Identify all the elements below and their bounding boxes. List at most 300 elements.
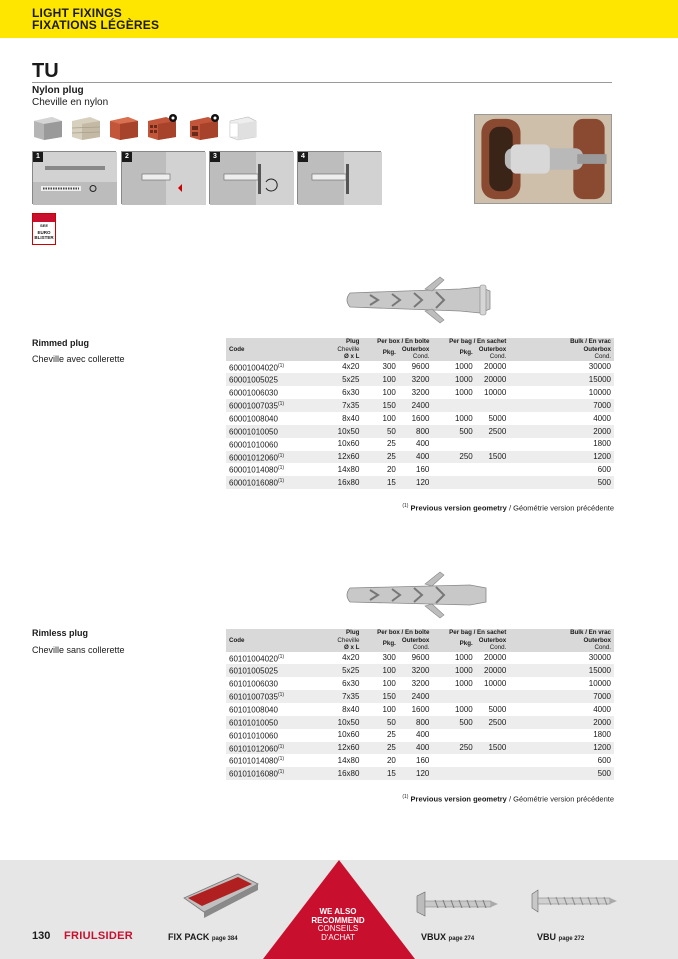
- cell-box-pkg: [362, 386, 398, 399]
- footnote-mark: (1): [402, 794, 409, 800]
- cell-bag-pkg: [432, 716, 475, 729]
- cell-bag-pkg-value: 500: [459, 717, 473, 727]
- cell-box-pkg: [362, 451, 398, 464]
- cell-code-note: (1): [277, 756, 285, 763]
- cell-bag-pkg-value: 250: [459, 452, 473, 462]
- install-step-drill: [32, 151, 116, 204]
- ref-vbux[interactable]: [421, 932, 474, 942]
- cell-bulk-value: 15000: [588, 666, 611, 676]
- cell-size: [303, 716, 362, 729]
- cell-size: [303, 386, 362, 399]
- table-row: [226, 373, 614, 386]
- brand-logo: FRIULSIDER: [64, 930, 133, 942]
- cell-size: [303, 767, 362, 780]
- cell-size: [303, 438, 362, 451]
- cell-box-outer: [399, 664, 433, 677]
- col-per-bag: Per bag / En sachet: [449, 338, 507, 345]
- cell-bag-pkg-value: 1000: [454, 362, 473, 372]
- cell-box-outer: [399, 767, 433, 780]
- cell-code: [226, 425, 303, 438]
- cell-box-pkg-value: 300: [382, 362, 396, 372]
- cell-bag-pkg: [432, 425, 475, 438]
- cell-bag-pkg: [432, 386, 475, 399]
- cell-code-value: 60101016080: [229, 769, 278, 779]
- stone-icon: [70, 113, 102, 141]
- cell-box-outer: [399, 361, 433, 374]
- cell-box-pkg: [362, 716, 398, 729]
- cell-box-outer: [399, 754, 433, 767]
- cell-size: [303, 463, 362, 476]
- install-step-insert: [121, 151, 205, 204]
- cell-bag-pkg-value: 1000: [454, 653, 473, 663]
- cell-box-pkg-value: 15: [386, 769, 396, 779]
- cell-code-note: (1): [277, 362, 285, 369]
- footnote-fr: / Géométrie version précédente: [508, 794, 614, 804]
- cell-code-value: 60101007035: [229, 692, 278, 702]
- cell-box-outer-value: 2400: [411, 400, 430, 410]
- cell-code-note: (1): [277, 769, 285, 776]
- cell-code-value: 60101008040: [229, 705, 278, 715]
- cell-box-pkg: [362, 652, 398, 665]
- cell-bulk: [509, 438, 614, 451]
- cell-bag-outer: [476, 476, 510, 489]
- cell-bag-pkg: [432, 652, 475, 665]
- table-row: [226, 476, 614, 489]
- cell-bulk-value: 30000: [588, 362, 611, 372]
- recommend-line4: D'ACHAT: [321, 932, 355, 942]
- cell-size-value: 4x20: [342, 362, 360, 372]
- cell-code-value: 60001004020: [229, 363, 278, 373]
- cell-bag-outer: [476, 373, 510, 386]
- cell-bag-outer-value: 2500: [488, 426, 507, 436]
- cell-bulk-value: 1800: [593, 439, 611, 449]
- table-header-row: [226, 629, 614, 637]
- recommend-line2: RECOMMEND: [311, 915, 365, 925]
- cell-bulk: [509, 767, 614, 780]
- cell-bag-outer-value: 5000: [488, 413, 507, 423]
- cell-bag-outer: [476, 716, 510, 729]
- table-row: [226, 386, 614, 399]
- cell-code: [226, 754, 303, 767]
- col-box-outer: Outerbox: [401, 636, 430, 644]
- cell-size-value: 5x25: [342, 375, 360, 385]
- col-plug-dim: Ø x L: [343, 644, 360, 651]
- section-title-fr: FIXATIONS LÉGÈRES: [32, 18, 160, 32]
- section-header: [0, 0, 678, 38]
- cell-bulk: [509, 386, 614, 399]
- cell-code: [226, 438, 303, 451]
- ref-name: FIX PACK: [168, 932, 210, 942]
- cell-box-outer-value: 3200: [411, 666, 430, 676]
- cell-bulk: [509, 690, 614, 703]
- cell-size-value: 7x35: [342, 691, 360, 701]
- cell-code-value: 60101010050: [229, 718, 278, 728]
- cell-bag-pkg-value: 1000: [454, 375, 473, 385]
- cell-bag-outer-value: 20000: [484, 362, 507, 372]
- cell-box-outer: [399, 742, 433, 755]
- table-header-row: [226, 338, 614, 346]
- cell-bag-pkg-value: 1000: [454, 679, 473, 689]
- col-bag-cond: Cond.: [489, 353, 507, 360]
- cell-size: [303, 399, 362, 412]
- cell-bag-pkg-value: 1000: [454, 388, 473, 398]
- cell-bulk: [509, 476, 614, 489]
- col-bulk: Bulk / En vrac: [570, 338, 611, 345]
- cell-code: [226, 463, 303, 476]
- cell-bulk-value: 1200: [593, 743, 611, 753]
- cell-size-value: 6x30: [342, 679, 360, 689]
- cell-bag-pkg-value: 500: [459, 426, 473, 436]
- cell-code: [226, 677, 303, 690]
- cell-bag-outer-value: 2500: [488, 717, 507, 727]
- cell-bulk-value: 10000: [588, 679, 611, 689]
- cell-box-pkg: [362, 373, 398, 386]
- cell-code: [226, 664, 303, 677]
- step-number: 2: [122, 152, 132, 162]
- cell-bulk: [509, 425, 614, 438]
- cell-box-outer: [399, 677, 433, 690]
- cell-box-pkg-value: 100: [382, 704, 396, 714]
- cell-code-value: 60101004020: [229, 654, 278, 664]
- cell-box-outer-value: 160: [416, 756, 430, 766]
- cell-bag-pkg-value: 1000: [454, 413, 473, 423]
- col-code: Code: [229, 345, 245, 353]
- cell-size: [303, 476, 362, 489]
- cell-box-pkg-value: 150: [382, 400, 396, 410]
- table-row: [226, 425, 614, 438]
- cell-box-pkg-value: 50: [386, 426, 396, 436]
- rimmed-plug-image: [340, 275, 500, 325]
- cell-code-note: (1): [277, 452, 285, 459]
- concrete-icon: [32, 113, 64, 141]
- table-row: [226, 742, 614, 755]
- cell-code-value: 60001010060: [229, 440, 278, 450]
- cell-bag-pkg: [432, 476, 475, 489]
- cell-bulk-value: 1200: [593, 452, 611, 462]
- cell-bulk-value: 500: [597, 478, 611, 488]
- cell-box-pkg-value: 25: [386, 743, 396, 753]
- col-box-pkg: Pkg.: [382, 349, 396, 357]
- cell-code: [226, 361, 303, 374]
- cell-bulk: [509, 742, 614, 755]
- cell-box-outer: [399, 652, 433, 665]
- footnote-fr: / Géométrie version précédente: [508, 503, 614, 513]
- col-per-bag: Per bag / En sachet: [449, 629, 507, 636]
- rimmed-plug-subtitle: Cheville avec collerette: [32, 354, 125, 364]
- cell-box-pkg-value: 25: [386, 730, 396, 740]
- cell-size: [303, 373, 362, 386]
- cell-bulk: [509, 703, 614, 716]
- cell-bag-pkg: [432, 690, 475, 703]
- cell-code: [226, 412, 303, 425]
- badge-line-blister: BLISTER: [34, 235, 54, 240]
- solid-brick-icon: [108, 113, 140, 141]
- cell-bulk: [509, 399, 614, 412]
- badge-line-euro: EURO: [37, 230, 51, 235]
- col-plug-fr: Cheville: [337, 345, 360, 353]
- col-bulk-outer: Outerbox: [583, 636, 611, 644]
- cell-box-pkg-value: 100: [382, 666, 396, 676]
- cell-size: [303, 677, 362, 690]
- cell-bag-outer: [476, 664, 510, 677]
- cell-box-pkg-value: 15: [386, 478, 396, 488]
- cell-bag-outer: [476, 463, 510, 476]
- cell-bag-outer-value: 5000: [488, 704, 507, 714]
- col-per-box: Per box / En boîte: [377, 338, 430, 345]
- col-bag-outer: Outerbox: [478, 636, 507, 644]
- cell-box-outer-value: 3200: [411, 388, 430, 398]
- cell-bag-pkg: [432, 729, 475, 742]
- footnote-en: Previous version geometry: [410, 503, 507, 513]
- cell-bag-pkg: [432, 703, 475, 716]
- cell-box-pkg: [362, 664, 398, 677]
- cell-box-outer-value: 400: [416, 743, 430, 753]
- step-number: 3: [210, 152, 220, 162]
- page-footer: [0, 860, 678, 959]
- recommend-line1: WE ALSO: [319, 907, 357, 916]
- cell-size: [303, 361, 362, 374]
- cell-size: [303, 690, 362, 703]
- cell-size-value: 10x50: [337, 717, 360, 727]
- euro-blister-badge: [32, 213, 56, 245]
- vbux-screw-image: [415, 888, 499, 922]
- cell-code: [226, 652, 303, 665]
- cell-code-note: (1): [277, 478, 285, 485]
- cell-code-value: 60001016080: [229, 478, 278, 488]
- cell-bulk-value: 15000: [588, 375, 611, 385]
- cell-box-outer: [399, 425, 433, 438]
- cell-box-outer-value: 3200: [411, 375, 430, 385]
- install-step-position: [209, 151, 293, 204]
- cell-bag-outer: [476, 438, 510, 451]
- cell-size-value: 5x25: [342, 666, 360, 676]
- footnote-en: Previous version geometry: [410, 794, 507, 804]
- cell-box-pkg: [362, 729, 398, 742]
- cell-bag-outer: [476, 729, 510, 742]
- cell-box-pkg-value: 20: [386, 465, 396, 475]
- cell-box-outer: [399, 703, 433, 716]
- cell-box-outer-value: 1600: [411, 704, 430, 714]
- cell-code: [226, 476, 303, 489]
- recommend-line3: CONSEILS: [317, 924, 359, 933]
- cell-box-outer-value: 1600: [411, 413, 430, 423]
- col-box-pkg: Pkg.: [382, 640, 396, 648]
- cell-size: [303, 664, 362, 677]
- cell-bulk-value: 7000: [593, 400, 611, 410]
- cell-bag-pkg: [432, 438, 475, 451]
- cell-code-note: (1): [277, 653, 285, 660]
- cell-bulk: [509, 677, 614, 690]
- table-row: [226, 716, 614, 729]
- cell-bulk: [509, 463, 614, 476]
- cell-box-outer: [399, 463, 433, 476]
- cell-code-value: 60001007035: [229, 401, 278, 411]
- cell-box-outer: [399, 451, 433, 464]
- cell-size-value: 10x50: [337, 426, 360, 436]
- cell-box-pkg: [362, 703, 398, 716]
- cell-bag-outer-value: 20000: [484, 666, 507, 676]
- cell-bag-outer-value: 1500: [488, 452, 507, 462]
- col-bag-outer: Outerbox: [478, 345, 507, 353]
- cell-size-value: 12x60: [337, 452, 360, 462]
- cell-code-value: 60101014080: [229, 757, 278, 767]
- table-row: [226, 690, 614, 703]
- vbu-screw-image: [530, 884, 618, 918]
- cell-bag-pkg: [432, 373, 475, 386]
- cell-bag-outer: [476, 386, 510, 399]
- ref-page: page 384: [211, 936, 238, 942]
- recommend-label: [293, 908, 383, 942]
- cell-size-value: 10x60: [337, 439, 360, 449]
- col-bag-cond: Cond.: [489, 644, 507, 651]
- cell-code-note: (1): [277, 465, 285, 472]
- cell-size: [303, 652, 362, 665]
- fix-pack-image: [180, 868, 262, 920]
- col-plug-fr: Cheville: [337, 636, 360, 644]
- cell-code: [226, 767, 303, 780]
- cell-box-pkg: [362, 463, 398, 476]
- col-box-outer: Outerbox: [401, 345, 430, 353]
- cell-box-pkg-value: 150: [382, 691, 396, 701]
- cell-box-outer-value: 800: [416, 717, 430, 727]
- table-row: [226, 399, 614, 412]
- table-row: [226, 412, 614, 425]
- cell-bag-outer: [476, 412, 510, 425]
- cell-size: [303, 451, 362, 464]
- cell-code: [226, 703, 303, 716]
- cell-box-outer: [399, 399, 433, 412]
- cell-bag-pkg: [432, 463, 475, 476]
- rimless-plug-rows: [226, 652, 614, 781]
- cell-box-pkg-value: 100: [382, 413, 396, 423]
- rimless-plug-title: Rimless plug: [32, 628, 89, 638]
- cell-bag-pkg-value: 1000: [454, 666, 473, 676]
- cell-box-outer: [399, 476, 433, 489]
- cell-box-pkg: [362, 767, 398, 780]
- col-bag-pkg: Pkg.: [459, 640, 473, 648]
- footnote-mark: (1): [402, 503, 409, 509]
- cell-code-value: 60101010060: [229, 731, 278, 741]
- cell-code: [226, 451, 303, 464]
- cell-size: [303, 729, 362, 742]
- table-row: [226, 438, 614, 451]
- cell-box-outer: [399, 386, 433, 399]
- table-row: [226, 729, 614, 742]
- cell-bag-pkg-value: 250: [459, 743, 473, 753]
- cell-bag-pkg: [432, 677, 475, 690]
- cell-box-outer-value: 9600: [411, 653, 430, 663]
- cell-code: [226, 729, 303, 742]
- col-plug-dim: Ø x L: [343, 353, 360, 360]
- col-code: Code: [229, 636, 245, 644]
- cell-code-value: 60101005025: [229, 667, 278, 677]
- col-plug: Plug: [346, 338, 360, 345]
- ref-fix-pack[interactable]: [168, 932, 238, 942]
- cell-box-pkg-value: 300: [382, 653, 396, 663]
- cell-bag-outer: [476, 652, 510, 665]
- ref-vbu[interactable]: [537, 932, 584, 942]
- cell-code-value: 60001008040: [229, 414, 278, 424]
- hollow-block-icon: [188, 113, 220, 141]
- cell-size: [303, 412, 362, 425]
- cell-code: [226, 716, 303, 729]
- cell-box-pkg: [362, 476, 398, 489]
- col-per-box: Per box / En boîte: [377, 629, 430, 636]
- rimmed-footnote: [226, 503, 614, 513]
- cell-code-value: 60101006030: [229, 679, 278, 689]
- col-plug: Plug: [346, 629, 360, 636]
- cell-box-pkg: [362, 425, 398, 438]
- cell-size: [303, 754, 362, 767]
- cell-box-outer-value: 3200: [411, 679, 430, 689]
- cell-size-value: 4x20: [342, 653, 360, 663]
- badge-see-label: SEE: [39, 223, 48, 228]
- cell-bag-outer-value: 10000: [484, 679, 507, 689]
- cell-code-value: 60001006030: [229, 388, 278, 398]
- cell-box-outer: [399, 373, 433, 386]
- cell-bulk-value: 7000: [593, 691, 611, 701]
- cell-size-value: 16x80: [337, 769, 360, 779]
- cell-bag-pkg: [432, 399, 475, 412]
- cell-code: [226, 742, 303, 755]
- cell-bag-pkg: [432, 451, 475, 464]
- cell-box-outer-value: 120: [416, 478, 430, 488]
- cell-box-outer-value: 400: [416, 452, 430, 462]
- cell-bag-outer-value: 20000: [484, 375, 507, 385]
- table-row: [226, 703, 614, 716]
- rimmed-plug-table: [226, 338, 614, 489]
- product-subtitle-en: Nylon plug: [32, 85, 84, 96]
- cell-bulk-value: 1800: [593, 730, 611, 740]
- cell-box-pkg: [362, 677, 398, 690]
- cell-bag-pkg: [432, 412, 475, 425]
- cell-bag-outer: [476, 754, 510, 767]
- product-subtitle-fr: Cheville en nylon: [32, 97, 109, 108]
- cell-box-pkg-value: 50: [386, 717, 396, 727]
- cell-box-pkg: [362, 438, 398, 451]
- col-bulk-outer: Outerbox: [583, 345, 611, 353]
- col-bulk-cond: Cond.: [594, 353, 611, 360]
- col-bag-pkg: Pkg.: [459, 349, 473, 357]
- col-box-cond: Cond.: [412, 644, 430, 651]
- cell-bulk-value: 600: [597, 465, 611, 475]
- table-row: [226, 451, 614, 464]
- cell-box-outer: [399, 716, 433, 729]
- cell-bag-pkg: [432, 664, 475, 677]
- cell-code: [226, 399, 303, 412]
- ref-name: VBU: [537, 932, 557, 942]
- rimmed-plug-title: Rimmed plug: [32, 338, 90, 348]
- section-title-en: LIGHT FIXINGS: [32, 6, 122, 20]
- cell-box-pkg: [362, 399, 398, 412]
- cell-bag-outer: [476, 677, 510, 690]
- cell-box-pkg: [362, 361, 398, 374]
- step-number: 4: [298, 152, 308, 162]
- hollow-brick-icon: [146, 113, 178, 141]
- cell-box-pkg-value: 20: [386, 756, 396, 766]
- cell-size-value: 14x80: [337, 465, 360, 475]
- cell-bulk: [509, 652, 614, 665]
- ref-page: page 272: [558, 936, 585, 942]
- table-row: [226, 754, 614, 767]
- cell-size-value: 7x35: [342, 400, 360, 410]
- cell-bag-outer: [476, 425, 510, 438]
- cell-box-outer-value: 120: [416, 769, 430, 779]
- cell-code: [226, 386, 303, 399]
- cell-box-pkg-value: 25: [386, 452, 396, 462]
- cell-box-outer-value: 160: [416, 465, 430, 475]
- plasterboard-icon: [226, 113, 258, 141]
